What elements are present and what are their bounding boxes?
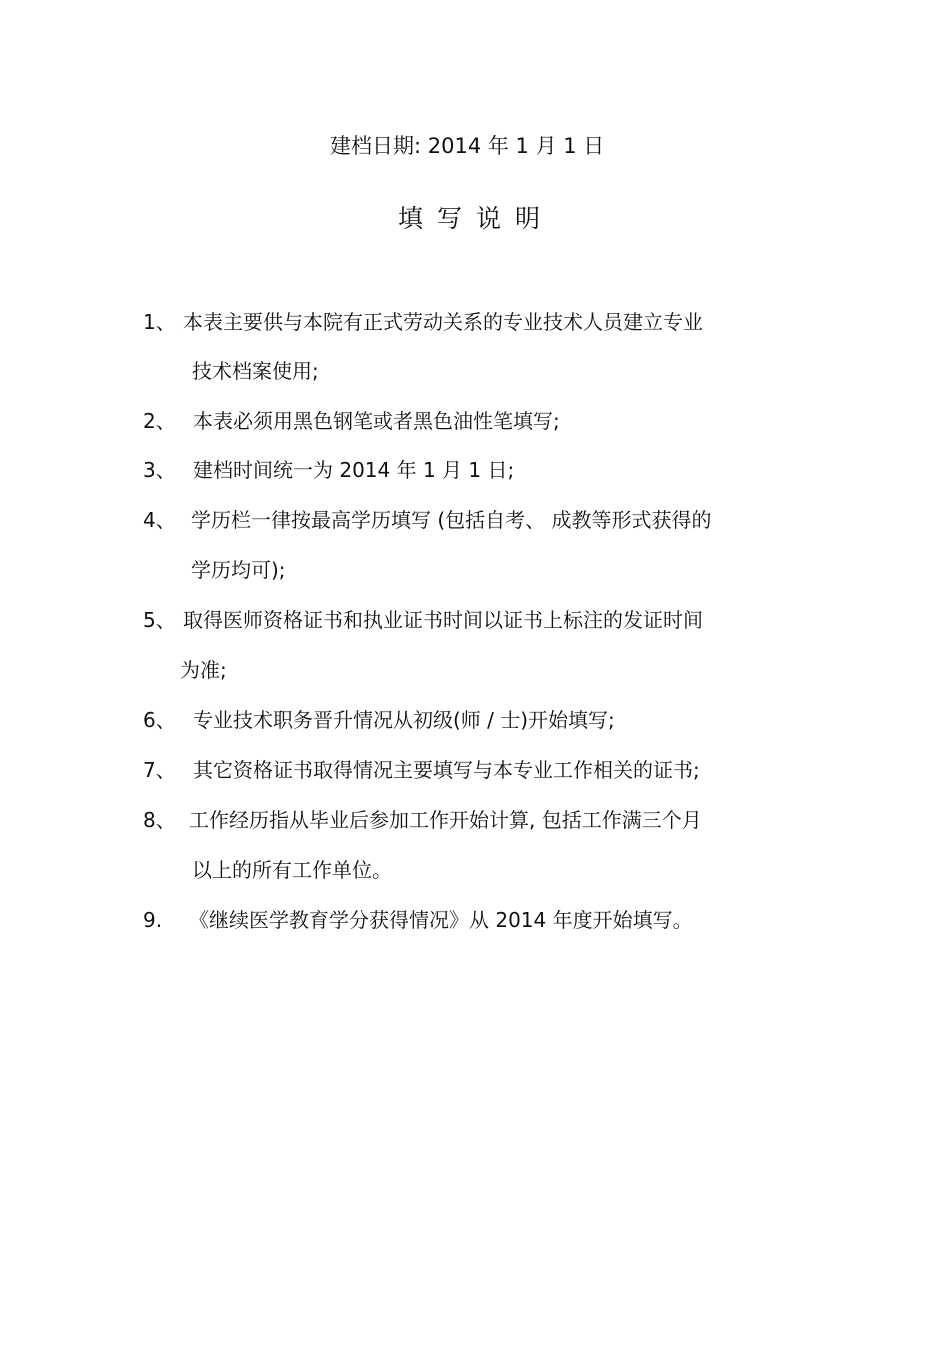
instruction-item-8 (143, 808, 702, 832)
item-text: 建档时间统一为 2014 年 1 月 1 日; (193, 458, 515, 482)
item-number: 7、 (143, 758, 176, 782)
item-text: 其它资格证书取得情况主要填写与本专业工作相关的证书; (193, 758, 700, 782)
item-text: 技术档案使用; (192, 359, 319, 383)
item-text: 专业技术职务晋升情况从初级(师 / 士)开始填写; (193, 708, 615, 732)
archive-date-line: 建档日期: 2014 年 1 月 1 日 (330, 134, 605, 158)
item-number: 3、 (143, 458, 176, 482)
item-number: 6、 (143, 708, 176, 732)
instruction-item-2 (143, 409, 560, 433)
item-number: 1、 (143, 310, 176, 334)
instruction-item-6 (143, 708, 615, 732)
item-number: 4、 (143, 508, 176, 532)
item-text: 为准; (180, 658, 227, 682)
instruction-item-1 (143, 310, 703, 334)
instruction-item-4-cont (191, 558, 286, 582)
instruction-item-4 (143, 508, 712, 532)
instruction-item-1-cont (192, 359, 319, 383)
item-number: 9. (143, 908, 163, 932)
item-number: 2、 (143, 409, 176, 433)
item-number: 5、 (143, 608, 176, 632)
page-title: 填写说明 (398, 204, 555, 233)
instruction-item-5 (143, 608, 703, 632)
instruction-item-9 (143, 908, 693, 932)
item-number: 8、 (143, 808, 176, 832)
item-text: 《继续医学教育学分获得情况》从 2014 年度开始填写。 (189, 908, 693, 932)
item-text: 本表必须用黑色钢笔或者黑色油性笔填写; (193, 409, 560, 433)
instruction-item-8-cont (192, 858, 392, 882)
item-text: 取得医师资格证书和执业证书时间以证书上标注的发证时间 (183, 608, 703, 632)
item-text: 以上的所有工作单位。 (192, 858, 392, 882)
item-text: 工作经历指从毕业后参加工作开始计算, 包括工作满三个月 (189, 808, 702, 832)
instruction-item-3 (143, 458, 514, 482)
instruction-item-5-cont (180, 658, 227, 682)
instruction-item-7 (143, 758, 700, 782)
item-text: 本表主要供与本院有正式劳动关系的专业技术人员建立专业 (183, 310, 703, 334)
item-text: 学历栏一律按最高学历填写 (包括自考、 成教等形式获得的 (191, 508, 712, 532)
item-text: 学历均可); (191, 558, 286, 582)
